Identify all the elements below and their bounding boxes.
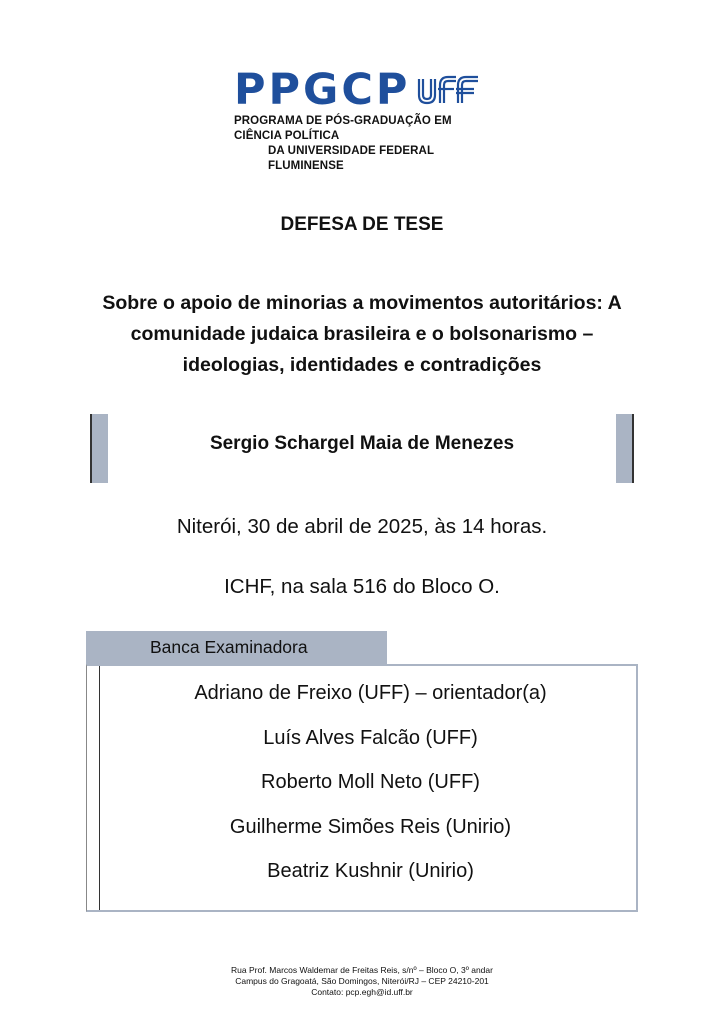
thesis-title: Sobre o apoio de minorias a movimentos autoritários: A comunidade judaica brasileira e o bolsonarismo – ideologias, identidades e contradições bbox=[102, 292, 622, 376]
logo-acronym: PPGCP bbox=[234, 65, 411, 115]
defense-date: Niterói, 30 de abril de 2025, às 14 horas. bbox=[176, 515, 548, 538]
examining-board-label: Banca Examinadora bbox=[150, 637, 308, 657]
logo-mark bbox=[234, 65, 494, 115]
defense-venue: ICHF, na sala 516 do Bloco O. bbox=[224, 575, 500, 598]
board-member: Guilherme Simões Reis (Unirio) bbox=[229, 816, 512, 838]
board-member: Roberto Moll Neto (UFF) bbox=[261, 771, 480, 793]
logo-subtitle-line1: PROGRAMA DE PÓS-GRADUAÇÃO EM CIÊNCIA POLÍTICA bbox=[234, 115, 452, 142]
examining-board-box bbox=[86, 664, 638, 912]
logo-subtitle-line2: DA UNIVERSIDADE FEDERAL FLUMINENSE bbox=[268, 145, 434, 172]
author-name: Sergio Schargel Maia de Menezes bbox=[209, 433, 515, 454]
footer-line: Rua Prof. Marcos Waldemar de Freitas Reis, s/nº – Bloco O, 3º andar bbox=[231, 965, 493, 975]
examining-board-header bbox=[86, 631, 387, 665]
board-member: Adriano de Freixo (UFF) – orientador(a) bbox=[194, 682, 547, 704]
board-member: Luís Alves Falcão (UFF) bbox=[263, 727, 478, 749]
board-member: Beatriz Kushnir (Unirio) bbox=[267, 860, 474, 882]
ppgcp-logo bbox=[234, 65, 494, 174]
uff-logo-icon bbox=[416, 73, 480, 107]
footer-contact: Contato: pcp.egh@id.uff.br bbox=[311, 987, 413, 997]
footer-line: Campus do Gragoatá, São Domingos, Niterói/RJ – CEP 24210-201 bbox=[235, 976, 489, 986]
page-heading: DEFESA DE TESE bbox=[280, 214, 444, 235]
footer-address bbox=[0, 965, 724, 998]
